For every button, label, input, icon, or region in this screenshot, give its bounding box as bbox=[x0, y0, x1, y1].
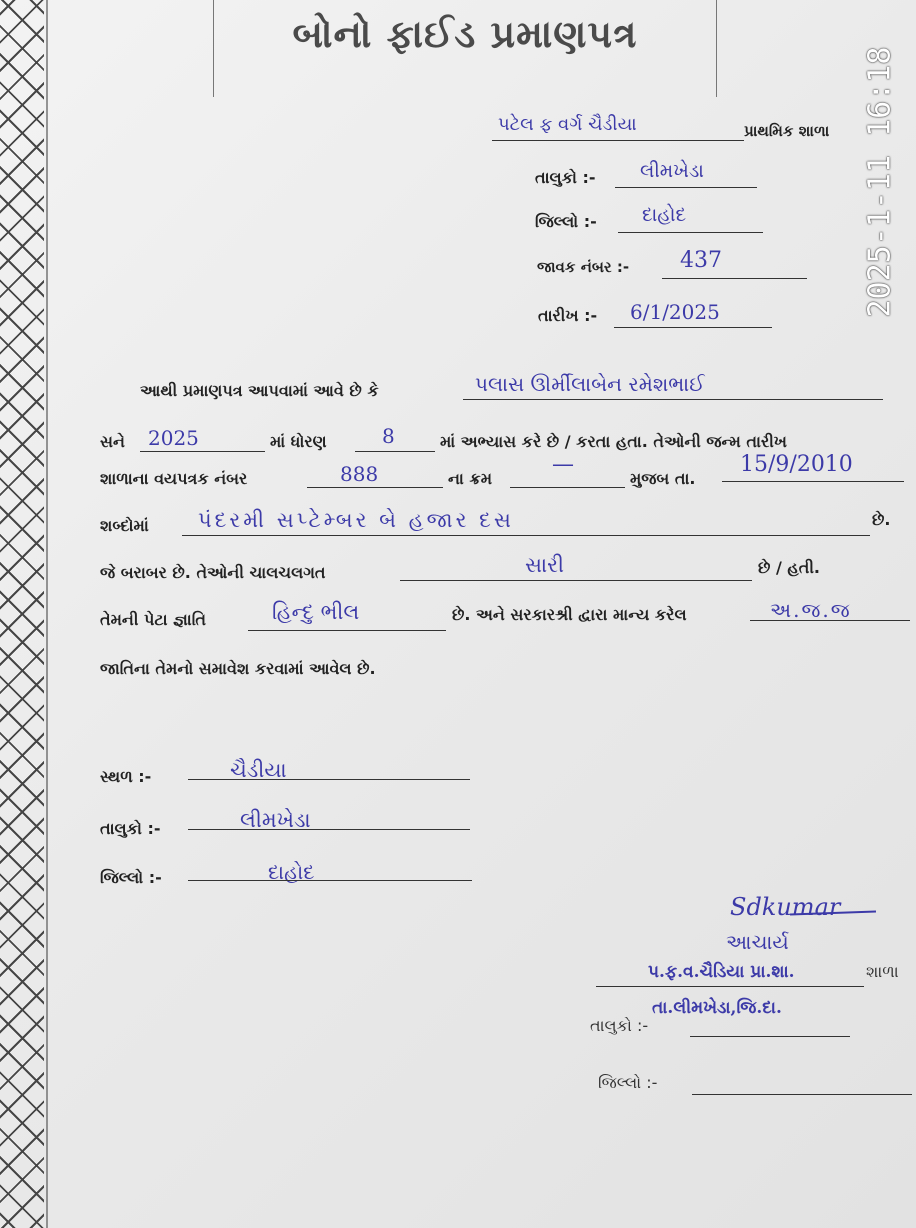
school-name: પટેલ ફ વર્ગ ચૈડીયા bbox=[498, 114, 637, 135]
taluka-value: લીમખેડા bbox=[640, 160, 704, 182]
school-stamp-line2: તા.લીમખેડા,જિ.દા. bbox=[652, 998, 782, 1018]
category-value: અ.જ.જ bbox=[770, 598, 852, 622]
student-name-line bbox=[463, 399, 883, 400]
dob-value: 15/9/2010 bbox=[740, 452, 853, 477]
place-district-label: જિલ્લો :- bbox=[100, 868, 162, 887]
place-district-line bbox=[188, 880, 472, 881]
conduct-label: જે બરાબર છે. તેઓની ચાલચલગત bbox=[100, 563, 326, 582]
district-label: જિલ્લો :- bbox=[535, 212, 597, 231]
place-district-value: દાહોદ bbox=[268, 860, 315, 884]
place-taluka-value: લીમખેડા bbox=[240, 808, 311, 832]
principal-signature: Sdkumar bbox=[730, 893, 841, 921]
sign-district-label: જિલ્લો :- bbox=[598, 1073, 658, 1092]
year-label: સને bbox=[100, 432, 125, 451]
place-taluka-label: તાલુકો :- bbox=[100, 819, 161, 838]
category-line bbox=[750, 620, 910, 621]
conduct-end: છે / હતી. bbox=[758, 558, 820, 577]
timestamp-overlay bbox=[840, 0, 916, 320]
sign-district-line bbox=[692, 1094, 912, 1095]
outward-value: 437 bbox=[680, 248, 722, 273]
student-name: પલાસ ઊર્મીલાબેન રમેશભાઈ bbox=[475, 372, 705, 396]
words-value: પંદરમી સપ્ટેમ્બર બે હજાર દસ bbox=[198, 508, 514, 532]
year-line bbox=[140, 451, 265, 452]
conduct-line bbox=[400, 580, 752, 581]
margin-line bbox=[46, 0, 48, 1228]
stamp-suffix: શાળા bbox=[866, 962, 899, 981]
page-title: બોનો ફાઈડ પ્રમાણપત્ર bbox=[292, 12, 638, 56]
register-line bbox=[307, 487, 443, 488]
std-label: માં ધોરણ bbox=[270, 432, 327, 451]
words-end: છે. bbox=[872, 510, 891, 529]
place-line bbox=[188, 779, 470, 780]
title-box bbox=[213, 0, 717, 97]
taluka-label: તાલુકો :- bbox=[535, 168, 596, 187]
place-taluka-line bbox=[188, 829, 470, 830]
year-value: 2025 bbox=[148, 426, 199, 450]
closing-text: જાતિના તેમનો સમાવેશ કરવામાં આવેલ છે. bbox=[100, 659, 376, 678]
caste-value: હિન્દુ ભીલ bbox=[272, 600, 360, 624]
sign-taluka-label: તાલુકો :- bbox=[590, 1016, 649, 1035]
district-line bbox=[618, 232, 763, 233]
register-label: શાળાના વયપત્રક નંબર bbox=[100, 469, 248, 488]
principal-role: આચાર્ય bbox=[726, 930, 789, 954]
caste-mid-text: છે. અને સરકારશ્રી દ્વારા માન્ય કરેલ bbox=[452, 605, 687, 624]
serial-value: — bbox=[552, 452, 574, 477]
conduct-value: સારી bbox=[525, 553, 565, 577]
std-value: 8 bbox=[382, 424, 395, 448]
serial-label: ના ક્રમ bbox=[448, 469, 493, 488]
study-text: માં અભ્યાસ કરે છે / કરતા હતા. તેઓની જન્મ તારીખ bbox=[440, 432, 787, 451]
serial-line bbox=[510, 487, 625, 488]
taluka-line bbox=[615, 187, 757, 188]
register-value: 888 bbox=[340, 462, 379, 486]
dob-line bbox=[722, 481, 904, 482]
school-name-line bbox=[492, 140, 744, 141]
std-line bbox=[355, 451, 435, 452]
school-stamp-line1: પ.ફ.વ.ચૈડિયા પ્રા.શા. bbox=[648, 962, 795, 982]
caste-line bbox=[248, 630, 446, 631]
place-label: સ્થળ :- bbox=[100, 767, 152, 786]
timestamp-text: 2025-1-11 16:18 bbox=[862, 46, 898, 318]
date-value: 6/1/2025 bbox=[630, 300, 720, 324]
date-label: તારીખ :- bbox=[538, 306, 598, 325]
district-value: દાહોદ bbox=[642, 204, 687, 226]
words-line bbox=[182, 535, 870, 536]
intro-text: આથી પ્રમાણપત્ર આપવામાં આવે છે કે bbox=[140, 381, 379, 400]
sign-taluka-line bbox=[690, 1036, 850, 1037]
caste-label: તેમની પેટા જ્ઞાતિ bbox=[100, 610, 206, 629]
place-value: ચૈડીયા bbox=[230, 758, 287, 782]
outward-label: જાવક નંબર :- bbox=[537, 258, 630, 276]
dob-label: મુજબ તા. bbox=[630, 469, 696, 488]
words-label: શબ્દોમાં bbox=[100, 516, 149, 535]
stamp-underline bbox=[596, 986, 864, 987]
date-line bbox=[614, 327, 772, 328]
torn-binding-edge bbox=[0, 0, 44, 1228]
school-suffix: પ્રાથમિક શાળા bbox=[744, 122, 830, 140]
outward-line bbox=[662, 278, 807, 279]
